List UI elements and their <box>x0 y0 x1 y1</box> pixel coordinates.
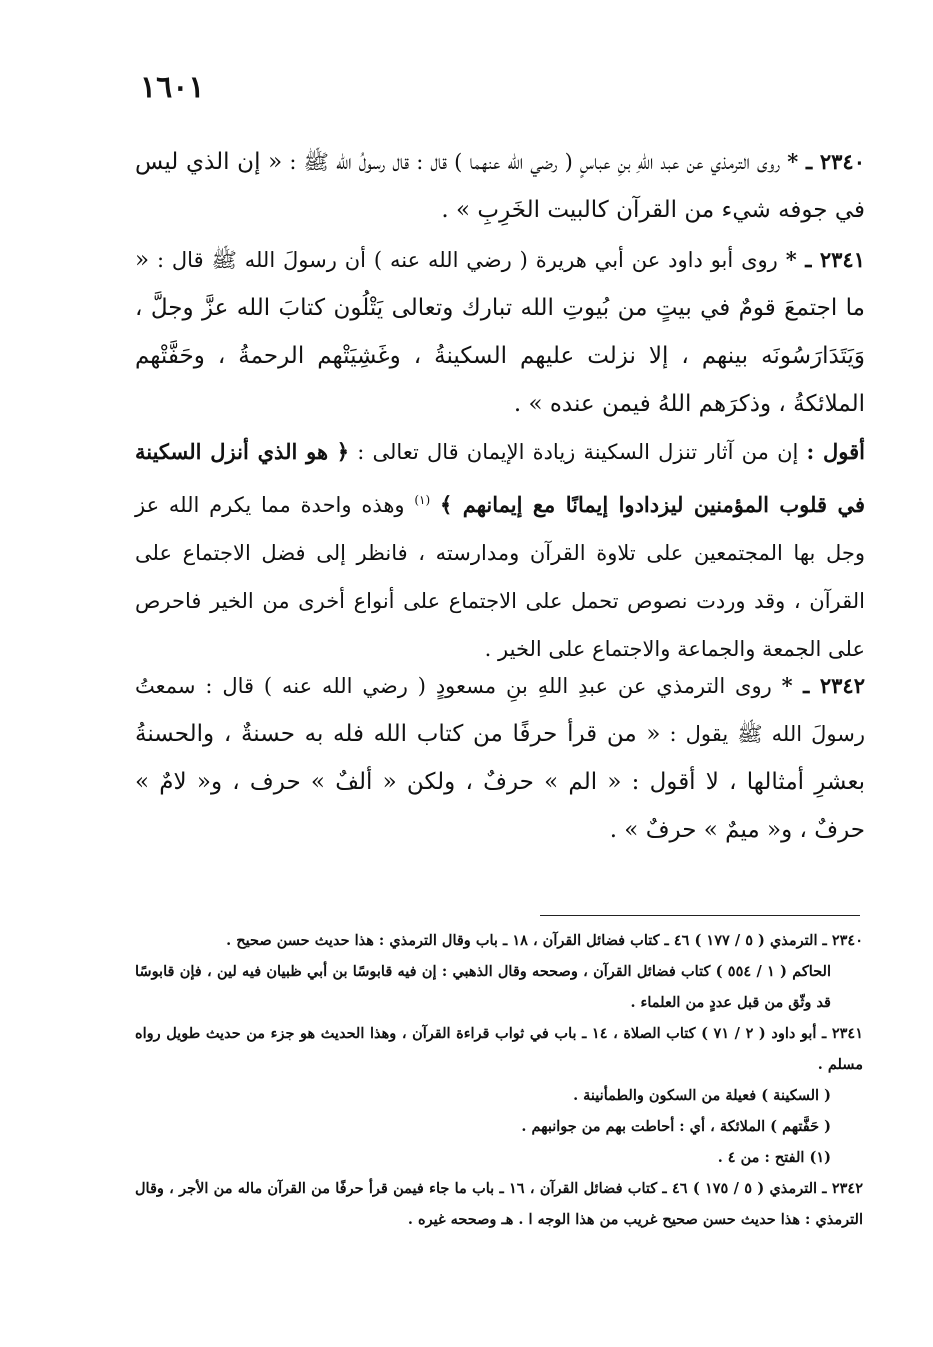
quran-verse: ﴿ هو الذي أنزل السكينة في قلوب المؤمنين ليزدادوا إيمانًا مع إيمانهم ﴾ <box>135 439 865 517</box>
footnote-2341-haffathum: ( حَفَّتهم ) الملائكة ، أي : أحاطت بهم من جوانبهم . <box>521 1118 831 1135</box>
footnote-divider <box>540 915 860 916</box>
hadith-number: ٢٣٤١ ـ * <box>785 247 865 272</box>
hadith-text: « ما اجتمعَ قومٌ في بيتٍ من بُيوتِ الله تبارك وتعالى يَتْلُون كتابَ الله عزَّ وجلَّ ، وَيَتَدَارَسُونَه بينهم ، إلا نزلت عليهم السكينةُ ، وغَشِيَتْهم الرحمةُ ، وحَفَّتْهم الملائكةُ ، وذكرَهم اللهُ فيمن عنده » . <box>135 247 865 417</box>
hadith-text: « من قرأ حرفًا من كتاب الله فله به حسنةٌ ، والحسنةُ بعشرِ أمثالها ، لا أقول : « الم » حرفٌ ، ولكن « ألفٌ » حرف ، و« لامٌ » حرفٌ ، و« ميمٌ » حرفٌ » . <box>135 721 865 843</box>
footnote-2341-sakina: ( السكينة ) فعيلة من السكون والطمأنينة . <box>573 1087 831 1104</box>
footnote-2340-hakim: الحاكم ( ١ / ٥٥٤ ) كتاب فضائل القرآن ، وصححه وقال الذهبي : إن فيه قابوسًا بن أبي ظبيان فيه لين ، فإن قابوسًا قد وثّق من قبل عددٍ من العلماء . <box>135 963 831 1011</box>
commentary-text: وهذه واحدة مما يكرم الله عز وجل بها المجتمعين على تلاوة القرآن ومدارسته ، فانظر إلى فضل الاجتماع على القرآن ، وقد وردت نصوص تحمل على الاجتماع على أنواع أخرى من الخير فاحرص على الجمعة والجماعة والاجتماع على الخير . <box>135 493 865 661</box>
hadith-2341 <box>135 236 865 428</box>
commentary-text: إن من آثار تنزل السكينة زيادة الإيمان قال تعالى : <box>349 440 807 464</box>
commentary-label: أقول : <box>806 439 866 464</box>
hadith-2342 <box>135 662 865 854</box>
hadith-intro: روى الترمذي عن عبدِ اللهِ بنِ مسعودٍ ( رضي الله عنه ) قال : سمعتُ رسولَ الله ﷺ يقول : <box>135 674 865 746</box>
footnotes <box>135 925 863 1235</box>
page-number: ١٦٠١ <box>140 70 205 105</box>
hadith-number: ٢٣٤٠ ـ * <box>787 149 865 174</box>
hadith-2340 <box>135 138 865 234</box>
hadith-text: « إن الذي ليس في جوفه شيء من القرآن كالبيت الخَرِبِ » . <box>135 149 865 223</box>
hadith-intro: روى أبو داود عن أبي هريرة ( رضي الله عنه ) أن رسولَ الله ﷺ قال : <box>149 248 786 272</box>
footnote-2341: ٢٣٤١ ـ أبو داود ( ٢ / ٧١ ) كتاب الصلاة ، ١٤ ـ باب في ثواب قراءة القرآن ، وهذا الحديث هو جزء من حديث طويل رواه مسلم . <box>135 1025 863 1073</box>
hadith-number: ٢٣٤٢ ـ * <box>781 673 865 698</box>
footnote-2342: ٢٣٤٢ ـ الترمذي ( ٥ / ١٧٥ ) ٤٦ ـ كتاب فضائل القرآن ، ١٦ ـ باب ما جاء فيمن قرأ حرفًا من القرآن ماله من الأجر ، وقال الترمذي : هذا حديث حسن صحيح غريب من هذا الوجه ا . هـ وصححه غيره . <box>135 1180 863 1228</box>
commentary-paragraph <box>135 428 865 673</box>
hadith-intro: روى الترمذي عن عبد اللهِ بنِ عباسٍ ( رضي الله عنهما ) قال : قال رسولُ الله ﷺ : <box>282 150 788 174</box>
footnote-ref: (١) <box>414 493 431 507</box>
footnote-2340: ٢٣٤٠ ـ الترمذي ( ٥ / ١٧٧ ) ٤٦ ـ كتاب فضائل القرآن ، ١٨ ـ باب وقال الترمذي : هذا حديث حسن صحيح . <box>226 932 863 949</box>
footnote-2341-fath: (١) الفتح : من ٤ . <box>717 1149 831 1166</box>
